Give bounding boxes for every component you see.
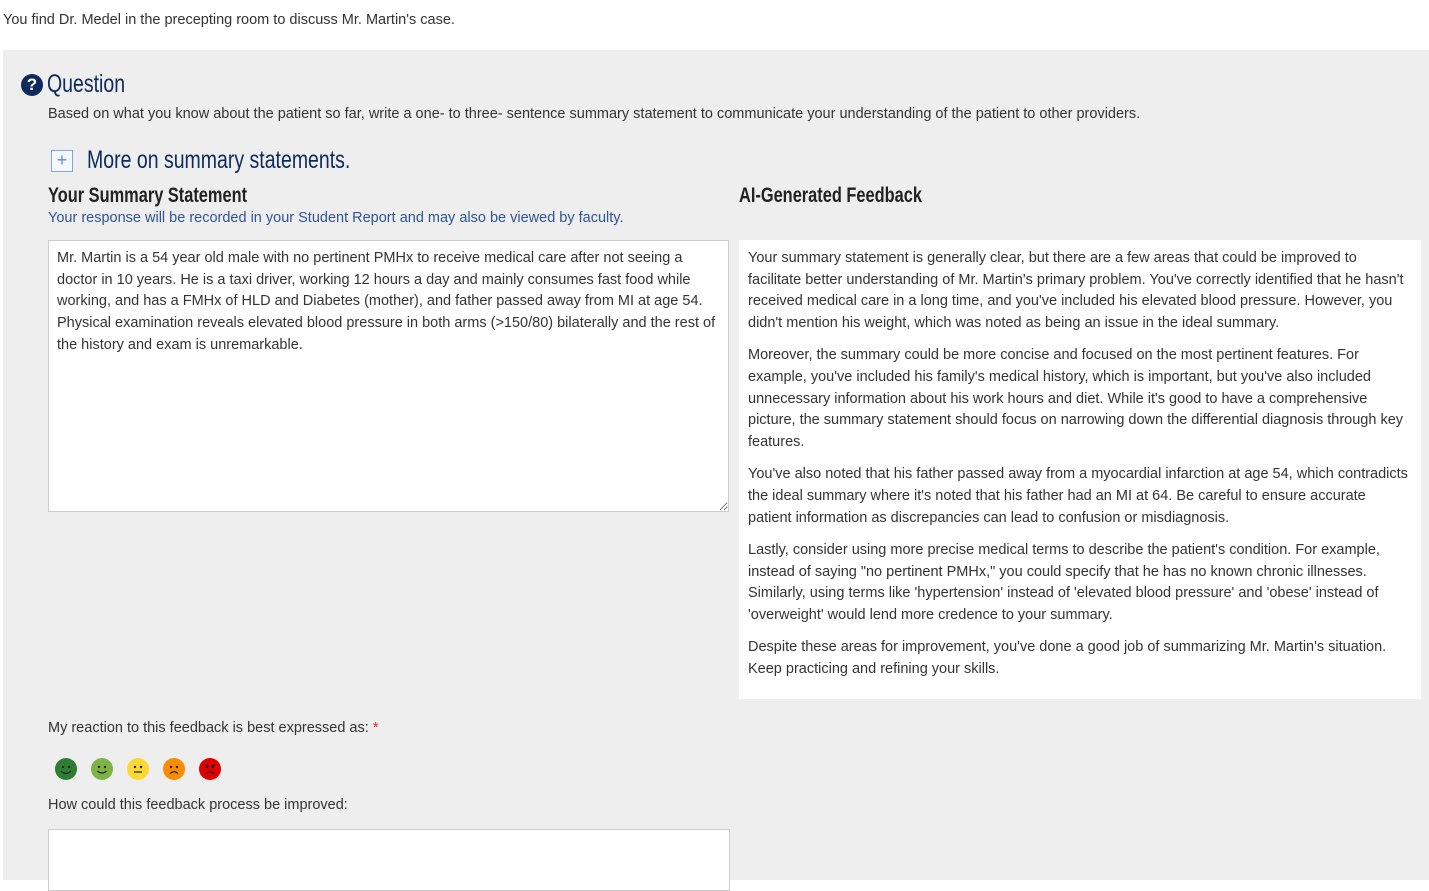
summary-note: Your response will be recorded in your Student Report and may also be viewed by faculty. xyxy=(48,210,624,226)
feedback-paragraph: Your summary statement is generally clear, but there are a few areas that could be improved to facilitate better understanding of Mr. Martin's primary problem. You've correctly identified that he hasn't received medical care in a long time, and you've included his elevated blood pressure. However, you didn't mention his weight, which was noted as being an issue in the ideal summary. xyxy=(748,250,1404,332)
feedback-heading: AI-Generated Feedback xyxy=(739,184,922,207)
more-summary-label[interactable]: More on summary statements. xyxy=(87,146,351,174)
face-very-happy-icon[interactable] xyxy=(55,758,77,780)
ai-feedback-box xyxy=(739,240,1421,699)
face-angry-icon[interactable] xyxy=(199,758,221,780)
summary-statement-input[interactable] xyxy=(48,240,729,512)
plus-icon[interactable]: + xyxy=(51,150,73,172)
question-panel xyxy=(3,50,1429,880)
intro-text: You find Dr. Medel in the precepting room to discuss Mr. Martin's case. xyxy=(3,12,455,28)
improve-label: How could this feedback process be improved: xyxy=(48,797,348,813)
feedback-paragraph: Despite these areas for improvement, you've done a good job of summarizing Mr. Martin's situation. Keep practicing and refining your skills. xyxy=(748,639,1387,677)
face-happy-icon[interactable] xyxy=(91,758,113,780)
question-prompt: Based on what you know about the patient so far, write a one- to three- sentence summary statement to communicate your understanding of the patient to other providers. xyxy=(48,106,1141,122)
required-mark: * xyxy=(372,720,379,736)
feedback-paragraph: You've also noted that his father passed away from a myocardial infarction at age 54, which contradicts the ideal summary where it's noted that his father had an MI at 64. Be careful to ensure accurate patient information as discrepancies can lead to confusion or misdiagnosis. xyxy=(748,466,1408,526)
feedback-paragraph: Lastly, consider using more precise medical terms to describe the patient's condition. For example, instead of saying "no pertinent PMHx," you could specify that he has no known chronic illnesses. Similarly, using terms like 'hypertension' instead of 'elevated blood pressure' and 'obese' instead of 'overweight' would lend more credence to your summary. xyxy=(748,541,1380,624)
question-header xyxy=(21,70,147,99)
question-title: Question xyxy=(47,70,126,98)
improve-input[interactable] xyxy=(48,829,730,891)
feedback-paragraph: Moreover, the summary could be more concise and focused on the most pertinent features. For example, you've included his family's medical history, which is important, but you've also included unnecessary information about his work hours and diet. While it's good to have a comprehensive picture, the summary statement should focus on narrowing down the differential diagnosis through key features. xyxy=(748,347,1404,451)
summary-heading: Your Summary Statement xyxy=(48,184,248,207)
more-summary-toggle[interactable] xyxy=(51,146,425,175)
reaction-label: My reaction to this feedback is best expressed as: * xyxy=(48,720,379,736)
face-neutral-icon[interactable] xyxy=(127,758,149,780)
reaction-options xyxy=(55,758,221,780)
face-sad-icon[interactable] xyxy=(163,758,185,780)
question-circle-icon: ? xyxy=(21,74,43,96)
